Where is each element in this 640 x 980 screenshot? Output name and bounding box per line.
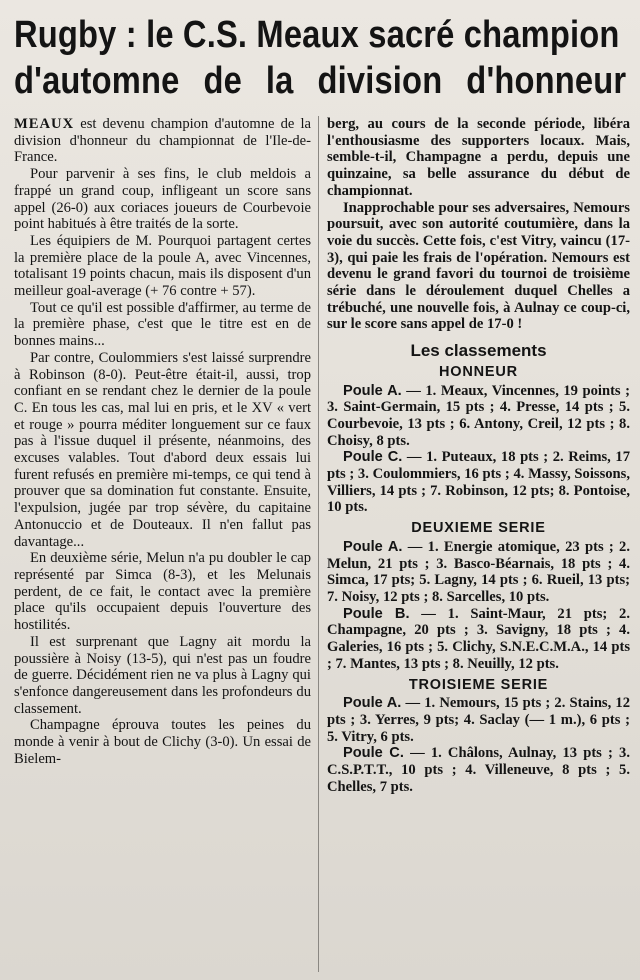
article-paragraph: Inapprochable pour ses adversaires, Nemours poursuit, avec son autorité coutumière, dans la voie du succès. Cette fois, c'est Vitry, vaincu (17-3), qui paie les frais de l'opération. Nemours est devenu le grand favori du tournoi de troisième série dans le déroulement duquel Chelles a trébuché, une nouvelle fois, à Aulnay ce coup-ci, sur le score sans appel de 17-0 ! (327, 199, 630, 333)
article-paragraph: Les équipiers de M. Pourquoi partagent certes la première place de la poule A, avec Vincennes, totalisant 19 points chacun, mais ils disposent d'un meilleur goal-average (+ 76 contre + 57). (14, 232, 311, 300)
headline-word: division (317, 60, 443, 102)
article-left-column (14, 116, 311, 972)
article-paragraph: MEAUX est devenu champion d'automne de la division d'honneur du championnat de l'Ile-de-France. (14, 116, 311, 166)
section-title: HONNEUR (439, 363, 518, 380)
headline-word: de (203, 60, 242, 102)
article-paragraph: En deuxième série, Melun n'a pu doubler le cap représenté par Simca (8-3), et les Melunais perdent, de ce fait, le contact avec la première place qu'ils occupaient depuis l'ouverture des hostilités. (14, 550, 311, 634)
article-paragraph: Il est surprenant que Lagny ait mordu la poussière à Noisy (13-5), qui n'est pas un foudre de guerre. Décidément rien ne va plus à Lagny qui s'enfonce dangereusement dans les profondeurs du classement. (14, 633, 311, 717)
article-paragraph: berg, au cours de la seconde période, libéra l'enthousiasme des supporters locaux. Mais, semble-t-il, Champagne a perdu, depuis une quinzaine, sa belle assurance du début de championnat. (327, 116, 630, 199)
dropcap-word: MEAUX (14, 116, 75, 132)
article-paragraph: Tout ce qu'il est possible d'affirmer, au terme de la première phase, c'est que le titre est en de bonnes mains... (14, 299, 311, 350)
pool-standings: Poule A. — 1. Energie atomique, 23 pts ; 2. Melun, 21 pts ; 3. Basco-Béarnais, 18 pts ; 4. Simca, 17 pts; 5. Lagny, 14 pts ; 6. Rueil, 13 pts; 7. Noisy, 12 pts ; 8. Sarcelles, 10 pts. (327, 538, 630, 605)
headline-line-2 (14, 58, 626, 104)
pool-standings: Poule C. — 1. Châlons, Aulnay, 13 pts ; 3. C.S.P.T.T., 10 pts ; 4. Villeneuve, 8 pts ; 5. Chelles, 7 pts. (327, 745, 630, 795)
section-title: DEUXIEME SERIE (411, 520, 546, 537)
headline-word: d'automne (14, 60, 180, 102)
standings-section-honneur (327, 364, 630, 516)
standings-section-troisieme-serie (327, 677, 630, 796)
column-divider (318, 116, 319, 972)
pool-standings: Poule B. — 1. Saint-Maur, 21 pts; 2. Champagne, 20 pts ; 3. Savigny, 18 pts ; 4. Galeries, 16 pts ; 5. Clichy, S.N.E.C.M.A., 14 pts ; 7. Mantes, 13 pts ; 8. Neuilly, 12 pts. (327, 605, 630, 672)
headline-word: la (265, 60, 294, 102)
headline-line-1: Rugby : le C.S. Meaux sacré champion (14, 14, 620, 56)
headline-word: d'honneur (466, 60, 627, 102)
standings-section-deuxieme-serie (327, 520, 630, 672)
article-paragraph: Champagne éprouva toutes les peines du monde à venir à bout de Clichy (3-0). Un essai de Bielem- (14, 717, 311, 767)
article-paragraph: Par contre, Coulommiers s'est laissé surprendre à Robinson (8-0). Peut-être était-il, aussi, trop confiant en se rendant chez le dernier de la poule C. En tous les cas, mal lui en pris, et le XV « vert et rouge » pourra méditer longuement sur ce faux pas à l'issue duquel il présente, néanmoins, des excuses valables. Tout d'abord deux essais lui furent refusés en première mi-temps, ce qui tend à prouver que sa domination fut constante. Ensuite, l'expulsion, jugée par trop sévère, du capitaine Antonuccio et de Douteaux. Il n'en fallut pas davantage... (14, 349, 311, 550)
pool-standings: Poule A. — 1. Meaux, Vincennes, 19 points ; 3. Saint-Germain, 15 pts ; 4. Presse, 14 pts ; 5. Courbevoie, 13 pts ; 6. Antony, Creil, 12 pts ; 8. Choisy, 8 pts. (327, 382, 630, 449)
standings-title: Les classements (410, 341, 547, 361)
pool-standings: Poule C. — 1. Puteaux, 18 pts ; 2. Reims, 17 pts ; 3. Coulommiers, 16 pts ; 4. Massy, Soissons, Villiers, 14 pts ; 7. Robinson, 12 pts; 8. Pontoise, 10 pts. (327, 449, 630, 516)
article-right-column (327, 116, 630, 972)
article-paragraph: Pour parvenir à ses fins, le club meldois a frappé un grand coup, infligeant un score sans appel (26-0) aux coriaces joueurs de Courbevoie point habitués à être traités de la sorte. (14, 166, 311, 233)
headline (14, 12, 627, 104)
pool-standings: Poule A. — 1. Nemours, 15 pts ; 2. Stains, 12 pts ; 3. Yerres, 9 pts; 4. Saclay (— 1 m.), 6 pts ; 5. Vitry, 6 pts. (327, 695, 630, 745)
section-title: TROISIEME SERIE (408, 676, 549, 693)
